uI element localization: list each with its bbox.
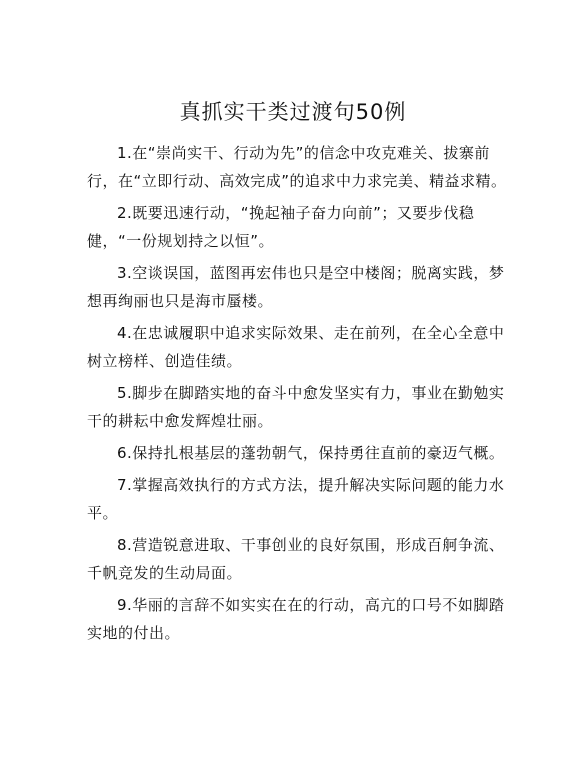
- paragraph-3: 3.空谈误国，蓝图再宏伟也只是空中楼阁；脱离实践，梦想再绚丽也只是海市蜃楼。: [87, 264, 505, 310]
- document-title: 真抓实干类过渡句50例: [179, 100, 407, 124]
- document-body: [87, 139, 507, 651]
- paragraph-6: 6.保持扎根基层的蓬勃朝气，保持勇往直前的豪迈气概。: [117, 444, 505, 462]
- paragraph-4: 4.在忠诚履职中追求实际效果、走在前列，在全心全意中树立榜样、创造佳绩。: [87, 324, 505, 370]
- paragraph-7: 7.掌握高效执行的方式方法，提升解决实际问题的能力水平。: [87, 476, 505, 522]
- paragraph-1: 1.在“崇尚实干、行动为先”的信念中攻克难关、拔寨前行，在“立即行动、高效完成”的追求中力求完美、精益求精。: [87, 144, 507, 190]
- paragraph-8: 8.营造锐意进取、干事创业的良好氛围，形成百舸争流、千帆竞发的生动局面。: [87, 536, 505, 582]
- paragraph-5: 5.脚步在脚踏实地的奋斗中愈发坚实有力，事业在勤勉实干的耕耘中愈发辉煌壮丽。: [87, 384, 505, 430]
- paragraph-2: 2.既要迅速行动，“挽起袖子奋力向前”；又要步伐稳健，“一份规划持之以恒”。: [87, 204, 475, 250]
- paragraph-9: 9.华丽的言辞不如实实在在的行动，高亢的口号不如脚踏实地的付出。: [87, 596, 505, 642]
